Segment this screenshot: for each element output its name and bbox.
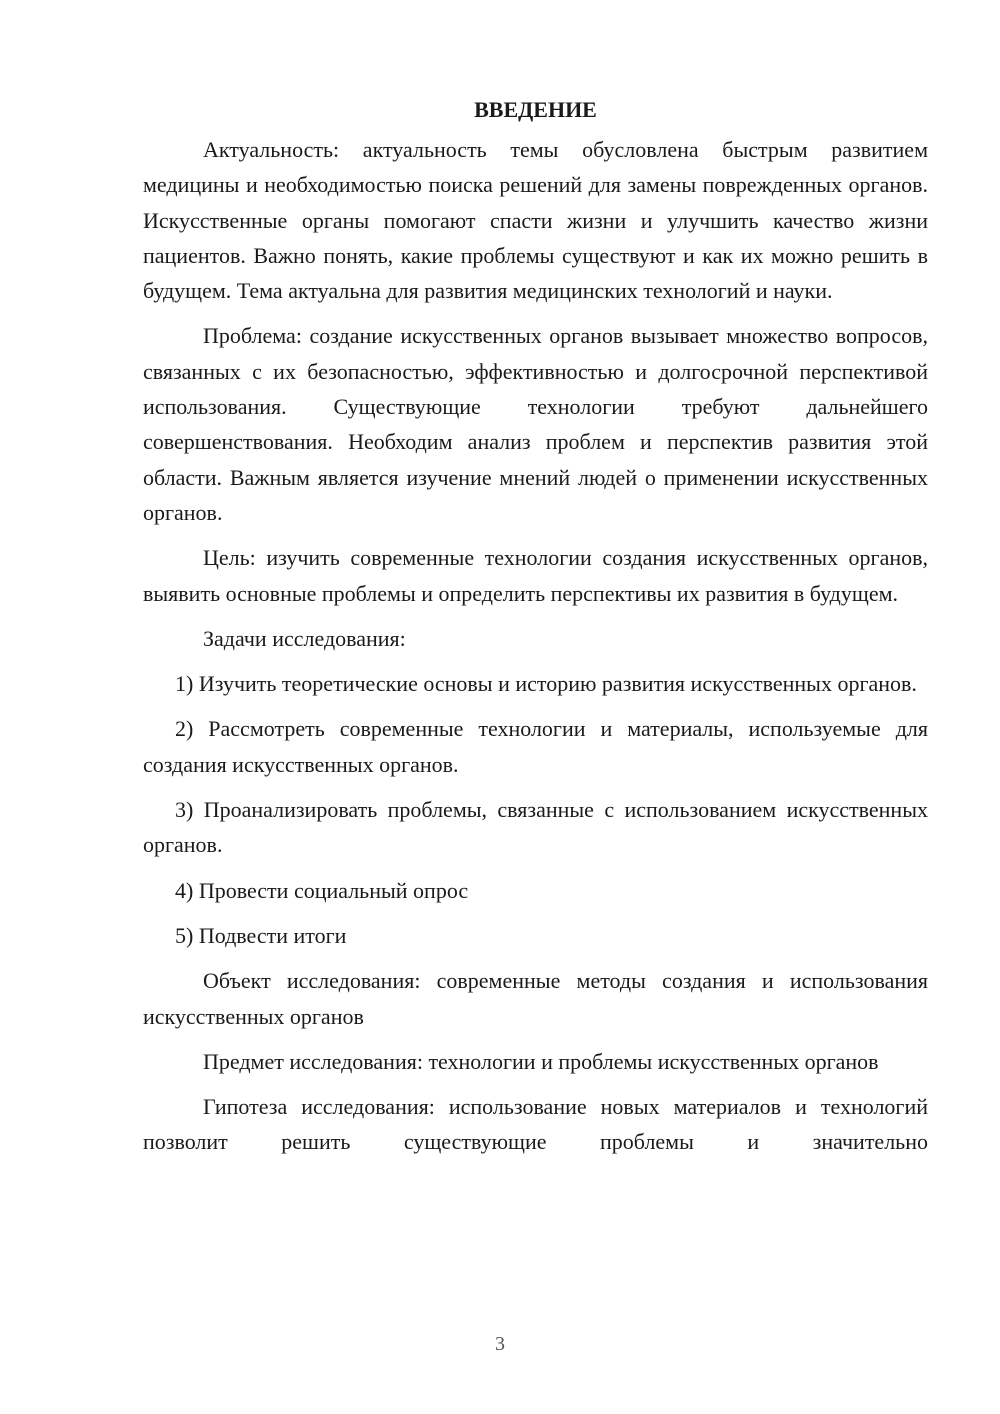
task-item-1: 1) Изучить теоретические основы и историю развития искусственных органов. [175,671,917,697]
tasks-heading: Задачи исследования: [203,625,406,651]
page-number: 3 [495,1333,505,1355]
document-page [143,92,928,1170]
task-item-5: 5) Подвести итоги [175,922,347,948]
hypothesis-paragraph: Гипотеза исследования: использование новых материалов и технологий позволит решить существующие проблемы и значительно [143,1094,928,1155]
research-object-paragraph: Объект исследования: современные методы создания и использования искусственных органов [143,968,928,1029]
task-item-3: 3) Проанализировать проблемы, связанные с использованием искусственных органов. [143,797,928,858]
relevance-paragraph: Актуальность: актуальность темы обусловлена быстрым развитием медицины и необходимостью поиска решений для замены поврежденных органов. Искусственные органы помогают спасти жизни и улучшить качество жизни пациентов. Важно понять, какие проблемы существуют и как их можно решить в будущем. Тема актуальна для развития медицинских технологий и науки. [143,137,928,304]
task-item-2: 2) Рассмотреть современные технологии и материалы, используемые для создания искусственных органов. [143,716,928,777]
problem-paragraph: Проблема: создание искусственных органов вызывает множество вопросов, связанных с их безопасностью, эффективностью и долгосрочной перспективой использования. Существующие технологии требуют дальнейшего совершенствования. Необходим анализ проблем и перспектив развития этой области. Важным является изучение мнений людей о применении искусственных органов. [143,323,928,525]
goal-paragraph: Цель: изучить современные технологии создания искусственных органов, выявить основные проблемы и определить перспективы их развития в будущем. [143,545,928,606]
task-item-4: 4) Провести социальный опрос [175,877,469,903]
research-subject-paragraph: Предмет исследования: технологии и проблемы искусственных органов [203,1048,879,1074]
section-title: ВВЕДЕНИЕ [474,97,597,122]
